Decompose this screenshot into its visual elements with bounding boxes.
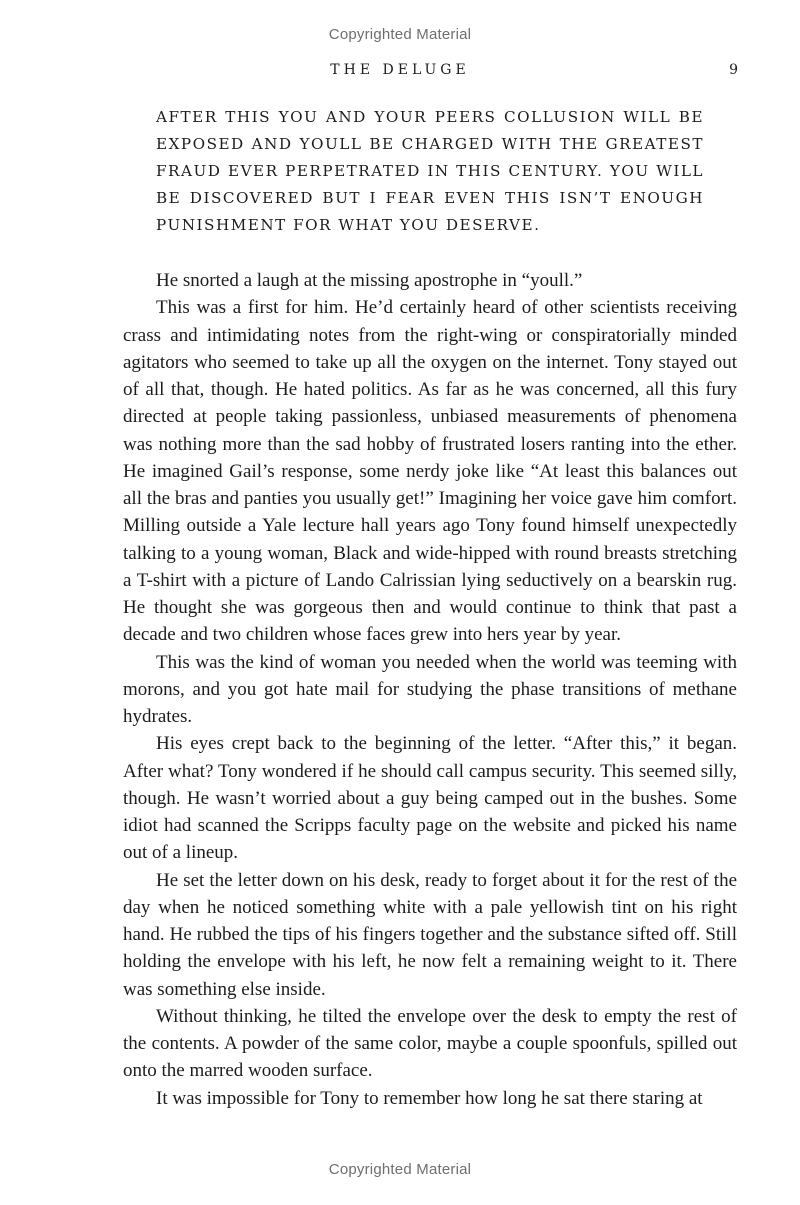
- chapter-title: THE DELUGE: [330, 62, 470, 78]
- paragraph: This was a first for him. He’d certainly heard of other scientists receiving crass and intimidating notes from the right-wing or conspiratorially minded agitators who seemed to take up all the oxygen on the internet. Tony stayed out of all that, though. He hated politics. As far as he was concerned, all this fury directed at people taking passionless, unbiased measurements of phenomena was nothing more than the sad hobby of frustrated losers ranting into the ether. He imagined Gail’s response, some nerdy joke like “At least this balances out all the bras and panties you usually get!” Imagining her voice gave him comfort. Milling outside a Yale lecture hall years ago Tony found himself unexpectedly talking to a young woman, Black and wide-hipped with round breasts stretching a T-shirt with a picture of Lando Calrissian lying seductively on a bearskin rug. He thought she was gorgeous then and would continue to think that past a decade and two children whose faces grew into hers year by year.: [123, 297, 737, 646]
- paragraph: Without thinking, he tilted the envelope over the desk to empty the rest of the contents. A powder of the same color, maybe a couple spoonfuls, spilled out onto the marred wooden surface.: [123, 1005, 737, 1082]
- paragraph: He set the letter down on his desk, ready to forget about it for the rest of the day when he noticed something white with a pale yellowish tint on his right hand. He rubbed the tips of his fingers together and the substance sifted off. Still holding the envelope with his left, he now felt a remaining weight to it. There was something else inside.: [123, 869, 737, 1000]
- threat-letter-text: AFTER THIS YOU AND YOUR PEERS COLLUSION WILL BE EXPOSED AND YOULL BE CHARGED WITH THE GREATEST FRAUD EVER PERPETRATED IN THIS CENTURY. YOU WILL BE DISCOVERED BUT I FEAR EVEN THIS ISN’T ENOUGH PUNISHMENT FOR WHAT YOU DESERVE.: [156, 108, 704, 234]
- running-head: [0, 62, 800, 84]
- paragraph: He snorted a laugh at the missing apostrophe in “youll.”: [156, 270, 583, 291]
- paragraph: His eyes crept back to the beginning of the letter. “After this,” it began. After what? Tony wondered if he should call campus security. This seemed silly, though. He wasn’t worried about a guy being camped out in the bushes. Some idiot had scanned the Scripps faculty page on the website and picked his name out of a lineup.: [123, 733, 737, 864]
- copyright-watermark-bottom: Copyrighted Material: [328, 1161, 472, 1178]
- paragraph: This was the kind of woman you needed when the world was teeming with morons, and you got hate mail for studying the phase transitions of methane hydrates.: [123, 651, 737, 727]
- body-text: [123, 267, 737, 1112]
- page-number: 9: [729, 62, 738, 78]
- paragraph: It was impossible for Tony to remember how long he sat there staring at: [156, 1087, 703, 1109]
- copyright-watermark-top: Copyrighted Material: [328, 26, 472, 43]
